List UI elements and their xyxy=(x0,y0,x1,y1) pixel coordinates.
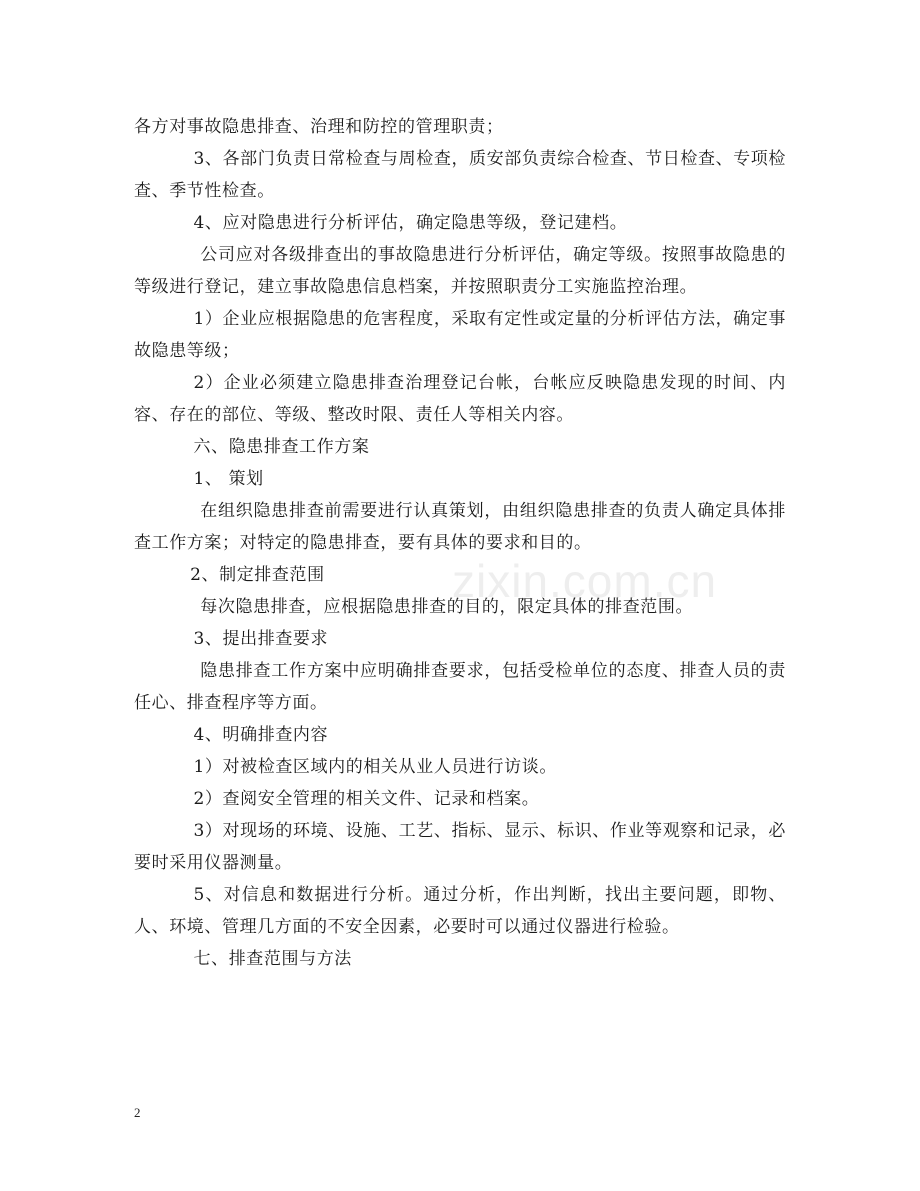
list-item: 3）对现场的环境、设施、工艺、指标、显示、标识、作业等观察和记录，必要时采用仪器测量。 xyxy=(134,821,786,873)
subsection-heading: 2、制定排查范围 xyxy=(190,565,325,585)
paragraph: 公司应对各级排查出的事故隐患进行分析评估，确定等级。按照事故隐患的等级进行登记，建立事故隐患信息档案，并按照职责分工实施监控治理。 xyxy=(134,245,786,297)
subsection-heading: 4、明确排查内容 xyxy=(193,725,329,745)
paragraph: 3、各部门负责日常检查与周检查，质安部负责综合检查、节日检查、专项检查、季节性检查。 xyxy=(134,149,786,201)
paragraph: 5、对信息和数据进行分析。通过分析，作出判断，找出主要问题，即物、人、环境、管理几方面的不安全因素，必要时可以通过仪器进行检验。 xyxy=(134,885,786,937)
page-number: 2 xyxy=(134,1105,141,1120)
watermark: zixin.com.cn xyxy=(452,555,718,607)
section-heading: 六、隐患排查工作方案 xyxy=(193,437,370,457)
paragraph: 隐患排查工作方案中应明确排查要求，包括受检单位的态度、排查人员的责任心、排查程序等方面。 xyxy=(134,661,786,713)
paragraph: 每次隐患排查，应根据隐患排查的目的，限定具体的排查范围。 xyxy=(200,597,694,617)
list-item: 1）对被检查区域内的相关从业人员进行访谈。 xyxy=(193,757,557,777)
section-heading: 七、排查范围与方法 xyxy=(193,949,352,969)
paragraph: 4、应对隐患进行分析评估，确定隐患等级，登记建档。 xyxy=(193,213,628,233)
paragraph: 1）企业应根据隐患的危害程度，采取有定性或定量的分析评估方法，确定事故隐患等级； xyxy=(134,309,786,361)
paragraph: 在组织隐患排查前需要进行认真策划，由组织隐患排查的负责人确定具体排查工作方案；对特定的隐患排查，要有具体的要求和目的。 xyxy=(134,501,786,553)
subsection-heading: 1、 策划 xyxy=(193,469,264,489)
paragraph: 2）企业必须建立隐患排查治理登记台帐，台帐应反映隐患发现的时间、内容、存在的部位、等级、整改时限、责任人等相关内容。 xyxy=(134,373,786,425)
paragraph: 各方对事故隐患排查、治理和防控的管理职责； xyxy=(134,117,504,137)
list-item: 2）查阅安全管理的相关文件、记录和档案。 xyxy=(193,789,540,809)
subsection-heading: 3、提出排查要求 xyxy=(193,629,329,649)
document-body xyxy=(134,111,786,975)
